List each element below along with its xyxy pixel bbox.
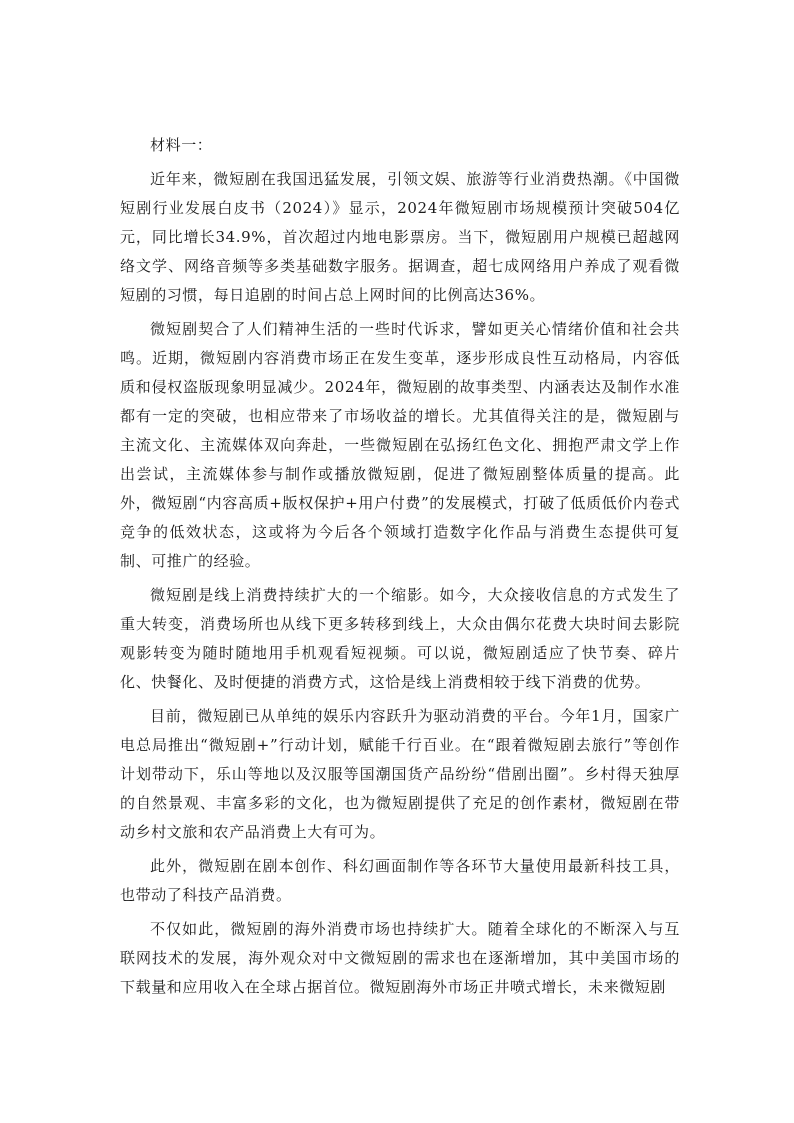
paragraph-1: 近年来，微短剧在我国迅猛发展，引领文娱、旅游等行业消费热潮。《中国微短剧行业发展白皮书（2024）》显示，2024年微短剧市场规模预计突破504亿元，同比增长34.9%，首次超过内地电影票房。当下，微短剧用户规模已超越网络文学、网络音频等多类基础数字服务。据调查，超七成网络用户养成了观看微短剧的习惯，每日追剧的时间占总上网时间的比例高达36%。 [120,170,680,304]
paragraph-2: 微短剧契合了人们精神生活的一些时代诉求，譬如更关心情绪价值和社会共鸣。近期，微短剧内容消费市场正在发生变革，逐步形成良性互动格局，内容低质和侵权盗版现象明显减少。2024年，微短剧的故事类型、内涵表达及制作水准都有一定的突破，也相应带来了市场收益的增长。尤其值得关注的是，微短剧与主流文化、主流媒体双向奔赴，一些微短剧在弘扬红色文化、拥抱严肃文学上作出尝试，主流媒体参与制作或播放微短剧，促进了微短剧整体质量的提高。此外，微短剧“内容高质+版权保护+用户付费”的发展模式，打破了低质低价内卷式竞争的低效状态，这或将为今后各个领域打造数字化作品与消费生态提供可复制、可推广的经验。 [120,320,680,570]
document-body [120,131,680,1007]
paragraph-6: 不仅如此，微短剧的海外消费市场也持续扩大。随着全球化的不断深入与互联网技术的发展，海外观众对中文微短剧的需求也在逐渐增加，其中美国市场的下载量和应用收入在全球占据首位。微短剧海外市场正井喷式增长，未来微短剧 [120,920,680,996]
paragraph-5: 此外，微短剧在剧本创作、科幻画面制作等各环节大量使用最新科技工具，也带动了科技产品消费。 [120,857,680,904]
paragraph-3: 微短剧是线上消费持续扩大的一个缩影。如今，大众接收信息的方式发生了重大转变，消费场所也从线下更多转移到线上，大众由偶尔花费大块时间去影院观影转变为随时随地用手机观看短视频。可以说，微短剧适应了快节奏、碎片化、快餐化、及时便捷的消费方式，这恰是线上消费相较于线下消费的优势。 [120,586,680,691]
section-heading: 材料一： [150,136,213,154]
paragraph-4: 目前，微短剧已从单纯的娱乐内容跃升为驱动消费的平台。今年1月，国家广电总局推出“微短剧+”行动计划，赋能千行百业。在“跟着微短剧去旅行”等创作计划带动下，乐山等地以及汉服等国潮国货产品纷纷“借剧出圈”。乡村得天独厚的自然景观、丰富多彩的文化，也为微短剧提供了充足的创作素材，微短剧在带动乡村文旅和农产品消费上大有可为。 [120,707,680,841]
